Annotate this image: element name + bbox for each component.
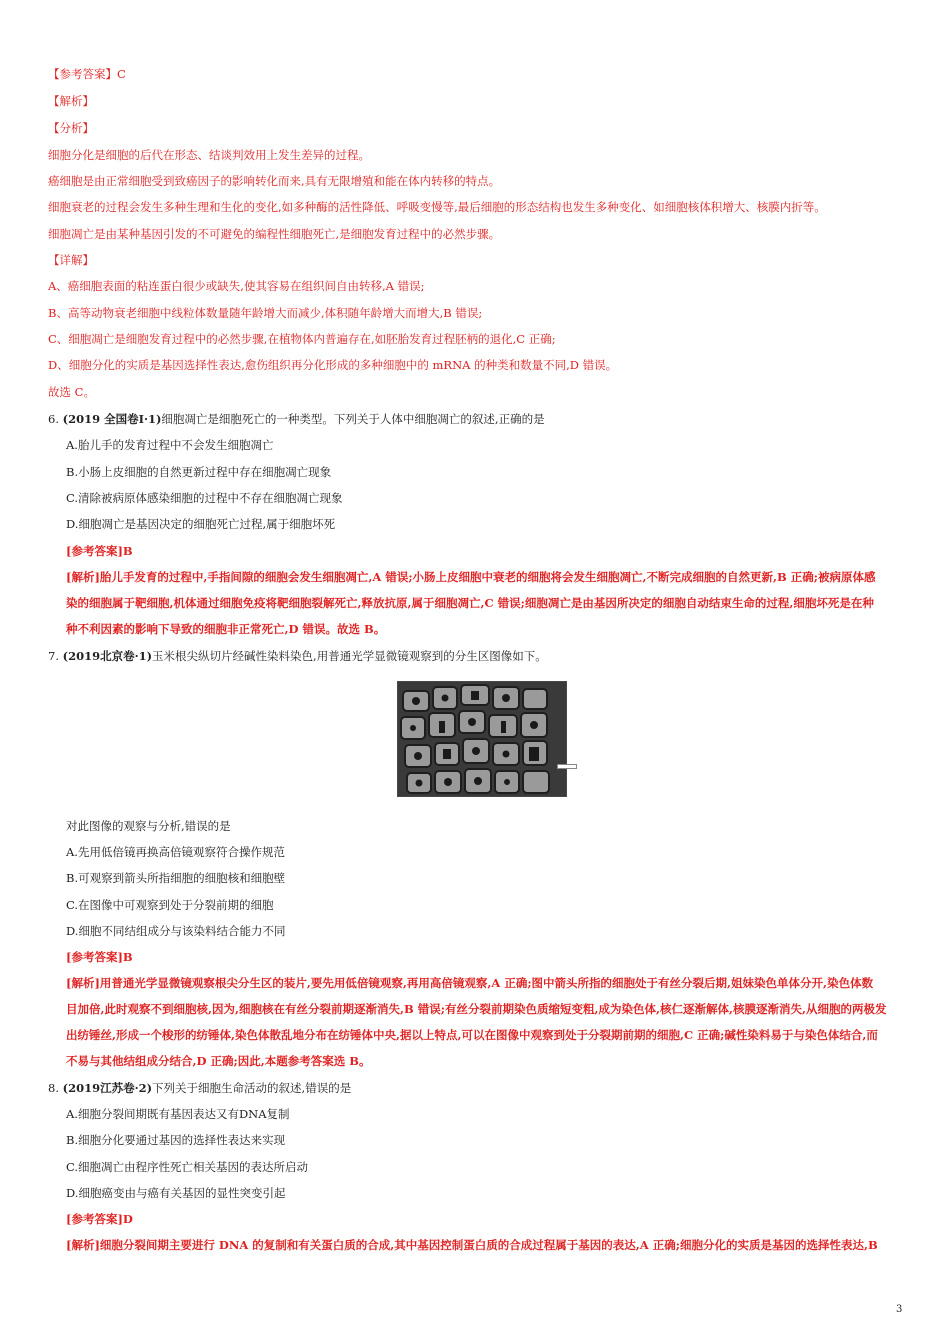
page-number: 3 bbox=[896, 1304, 903, 1315]
option-a: A.胎儿手的发育过程中不会发生细胞凋亡 bbox=[66, 438, 274, 452]
option-c: C.在图像中可观察到处于分裂前期的细胞 bbox=[66, 898, 274, 912]
analysis-paragraph: 细胞分化是细胞的后代在形态、结谈判效用上发生差异的过程。 bbox=[48, 148, 370, 162]
question-number: 6. bbox=[48, 412, 59, 426]
explanation-line: [解析]用普通光学显微镜观察根尖分生区的装片,要先用低倍镜观察,再用高倍镜观察,A 正确;图中箭头所指的细胞处于有丝分裂后期,姐妹染色单体分开,染色体数 bbox=[66, 976, 874, 990]
option-a: A.细胞分裂间期既有基因表达又有DNA复制 bbox=[66, 1107, 290, 1121]
detail-heading: 【详解】 bbox=[48, 253, 94, 267]
question-source: (2019北京卷·1) bbox=[62, 649, 153, 663]
option-c: C.细胞凋亡由程序性死亡相关基因的表达所启动 bbox=[66, 1160, 309, 1174]
explanation-line: 染的细胞属于靶细胞,机体通过细胞免疫将靶细胞裂解死亡,释放抗原,属于细胞凋亡,C 错误;细胞凋亡是由基因所决定的细胞自动结束生命的过程,细胞坏死是在种 bbox=[66, 596, 874, 610]
root-tip-cells-image bbox=[397, 681, 567, 797]
detail-line: A、癌细胞表面的粘连蛋白很少或缺失,使其容易在组织间自由转移,A 错误; bbox=[48, 279, 425, 293]
explanation-line: [解析]胎儿手发育的过程中,手指间隙的细胞会发生细胞凋亡,A 错误;小肠上皮细胞中衰老的细胞将会发生细胞凋亡,不断完成细胞的自然更新,B 正确;被病原体感 bbox=[66, 570, 876, 584]
explanation-line: 种不利因素的影响下导致的细胞非正常死亡,D 错误。故选 B。 bbox=[66, 622, 386, 636]
option-b: B.小肠上皮细胞的自然更新过程中存在细胞凋亡现象 bbox=[66, 465, 332, 479]
option-d: D.细胞不同结组成分与该染料结合能力不同 bbox=[66, 924, 286, 938]
question-stem: 玉米根尖纵切片经碱性染料染色,用普通光学显微镜观察到的分生区图像如下。 bbox=[152, 649, 547, 663]
answer-label: [参考答案]B bbox=[66, 950, 133, 964]
question-source: (2019 全国卷Ⅰ·1) bbox=[62, 412, 162, 426]
explanation-line: 不易与其他结组成分结合,D 正确;因此,本题参考答案选 B。 bbox=[66, 1054, 371, 1068]
conclusion: 故选 C。 bbox=[48, 385, 95, 399]
question-stem: 细胞凋亡是细胞死亡的一种类型。下列关于人体中细胞凋亡的叙述,正确的是 bbox=[161, 412, 545, 426]
option-c: C.清除被病原体感染细胞的过程中不存在细胞凋亡现象 bbox=[66, 491, 343, 505]
question-lead: 对此图像的观察与分析,错误的是 bbox=[66, 819, 231, 833]
question-8 bbox=[48, 1080, 351, 1096]
question-source: (2019江苏卷·2) bbox=[62, 1081, 153, 1095]
arrow-indicator bbox=[557, 764, 577, 769]
analysis-paragraph: 癌细胞是由正常细胞受到致癌因子的影响转化而来,具有无限增殖和能在体内转移的特点。 bbox=[48, 174, 501, 188]
answer-label: [参考答案]D bbox=[66, 1212, 133, 1226]
option-b: B.可观察到箭头所指细胞的细胞核和细胞壁 bbox=[66, 871, 286, 885]
answer-label: [参考答案]B bbox=[66, 544, 133, 558]
explanation-line: 出纺锤丝,形成一个梭形的纺锤体,染色体散乱地分布在纺锤体中央,据以上特点,可以在图像中观察到处于分裂期前期的细胞,C 正确;碱性染料易于与染色体结合,而 bbox=[66, 1028, 878, 1042]
microscope-image bbox=[397, 681, 567, 797]
detail-line: D、细胞分化的实质是基因选择性表达,愈伤组织再分化形成的多种细胞中的 mRNA 的种类和数量不同,D 错误。 bbox=[48, 358, 618, 372]
analysis-heading: 【解析】 bbox=[48, 94, 94, 108]
option-b: B.细胞分化要通过基因的选择性表达来实现 bbox=[66, 1133, 286, 1147]
analysis-paragraph: 细胞衰老的过程会发生多种生理和生化的变化,如多种酶的活性降低、呼吸变慢等,最后细胞的形态结构也发生多种变化、如细胞核体积增大、核膜内折等。 bbox=[48, 200, 826, 214]
detail-line: C、细胞凋亡是细胞发育过程中的必然步骤,在植物体内普遍存在,如胚胎发育过程胚柄的退化,C 正确; bbox=[48, 332, 556, 346]
question-6 bbox=[48, 411, 545, 427]
answer-label: 【参考答案】C bbox=[48, 67, 126, 81]
question-number: 8. bbox=[48, 1081, 59, 1095]
explanation-line: 目加倍,此时观察不到细胞核,因为,细胞核在有丝分裂前期逐渐消失,B 错误;有丝分裂前期染色质缩短变粗,成为染色体,核仁逐渐解体,核膜逐渐消失,从细胞的两极发 bbox=[66, 1002, 887, 1016]
question-number: 7. bbox=[48, 649, 59, 663]
option-d: D.细胞癌变由与癌有关基因的显性突变引起 bbox=[66, 1186, 286, 1200]
explanation-line: [解析]细胞分裂间期主要进行 DNA 的复制和有关蛋白质的合成,其中基因控制蛋白质的合成过程属于基因的表达,A 正确;细胞分化的实质是基因的选择性表达,B bbox=[66, 1238, 878, 1252]
fenxi-heading: 【分析】 bbox=[48, 121, 94, 135]
question-stem: 下列关于细胞生命活动的叙述,错误的是 bbox=[152, 1081, 352, 1095]
option-d: D.细胞凋亡是基因决定的细胞死亡过程,属于细胞坏死 bbox=[66, 517, 336, 531]
analysis-paragraph: 细胞凋亡是由某种基因引发的不可避免的编程性细胞死亡,是细胞发育过程中的必然步骤。 bbox=[48, 227, 501, 241]
detail-line: B、高等动物衰老细胞中线粒体数量随年龄增大而减少,体积随年龄增大而增大,B 错误; bbox=[48, 306, 483, 320]
option-a: A.先用低倍镜再换高倍镜观察符合操作规范 bbox=[66, 845, 285, 859]
question-7 bbox=[48, 648, 547, 664]
